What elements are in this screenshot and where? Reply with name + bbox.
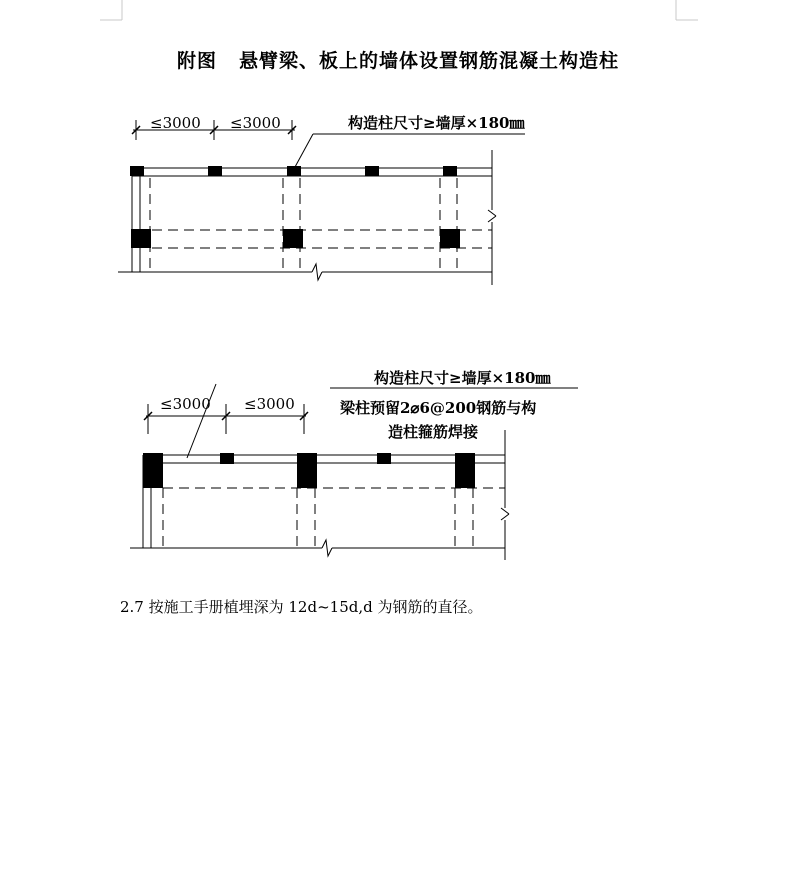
callout-rebar-line-2: 造柱箍筋焊接 bbox=[388, 423, 479, 441]
body-paragraph: 2.7 按施工手册植埋深为 12d~15d,d 为钢筋的直径。 bbox=[120, 598, 483, 616]
column-mark bbox=[220, 453, 234, 464]
column-section bbox=[455, 453, 475, 488]
dimension-label-2: ≤3000 bbox=[230, 114, 281, 132]
dimension-label-1: ≤3000 bbox=[160, 395, 211, 413]
dimension-label-2: ≤3000 bbox=[244, 395, 295, 413]
title-figure-label: 附图 bbox=[176, 50, 217, 72]
column-mark bbox=[377, 453, 391, 464]
column-section bbox=[297, 453, 317, 488]
callout-column-size: 构造柱尺寸≥墙厚×180㎜ bbox=[348, 114, 525, 132]
column-section bbox=[143, 453, 163, 488]
title-text: 悬臂梁、板上的墙体设置钢筋混凝土构造柱 bbox=[239, 50, 620, 72]
dimension-label-1: ≤3000 bbox=[150, 114, 201, 132]
callout-rebar-line-1: 梁柱预留2⌀6@200钢筋与构 bbox=[340, 399, 537, 417]
callout-column-size: 构造柱尺寸≥墙厚×180㎜ bbox=[374, 369, 551, 387]
